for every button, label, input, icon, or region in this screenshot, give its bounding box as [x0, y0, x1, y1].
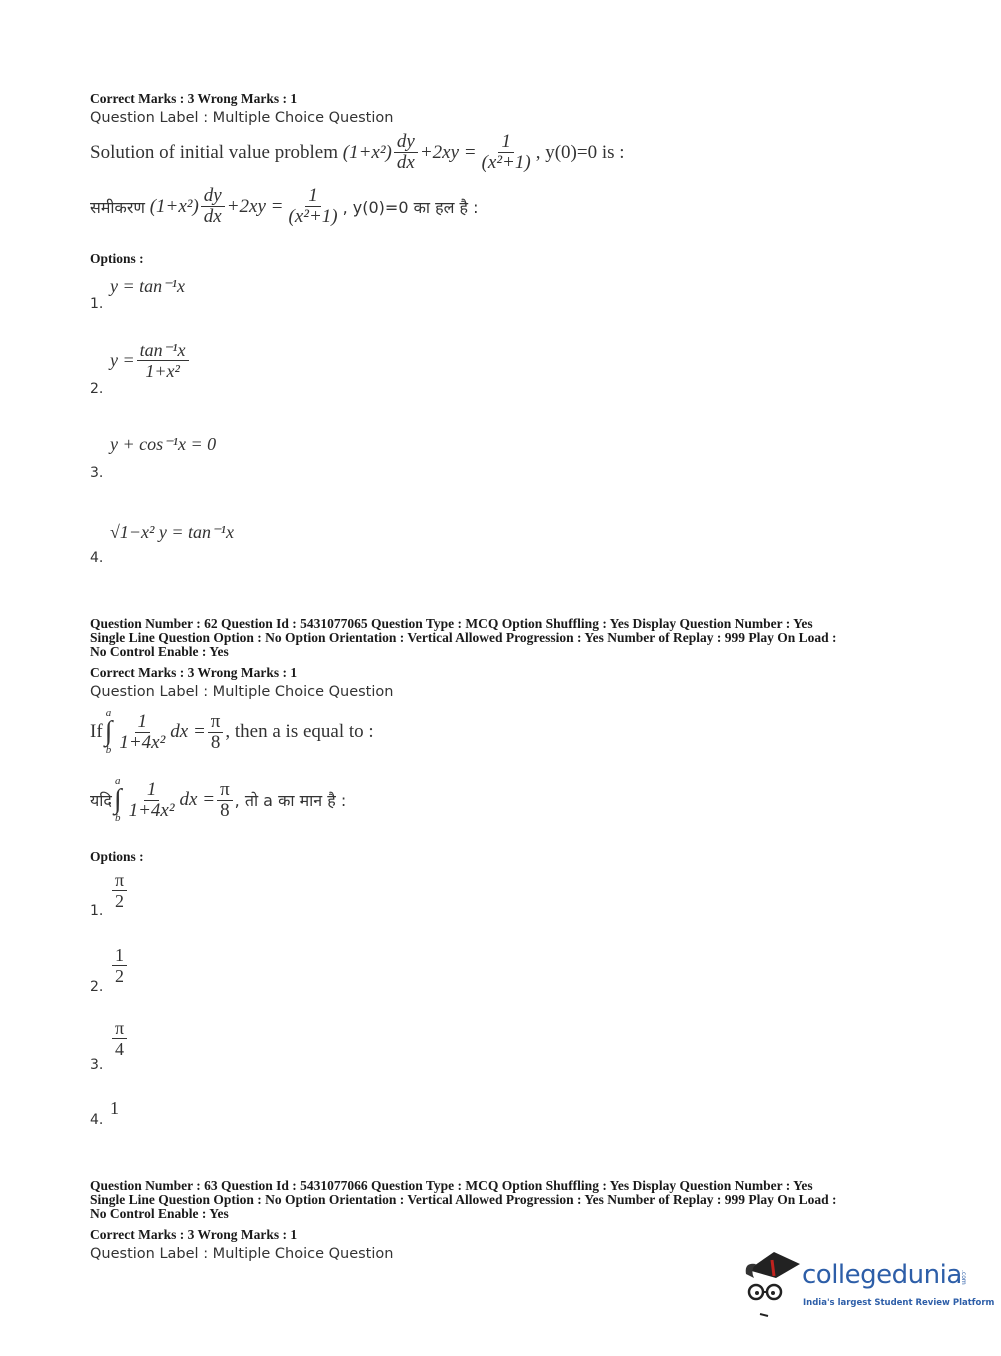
q62-option-4[interactable]: 1 — [110, 1098, 119, 1118]
q61-hi-mid: +2xy = — [226, 195, 284, 217]
den: 1+4x² — [119, 731, 166, 753]
num: dy — [394, 132, 418, 153]
num: π — [112, 1018, 127, 1039]
option-number: 4. — [90, 550, 104, 566]
q61-hi-lhs: (1+x²) — [149, 195, 199, 217]
num: π — [217, 780, 233, 801]
q61-option-3[interactable]: y + cos⁻¹x = 0 — [110, 434, 217, 454]
den: (x²+1) — [288, 206, 338, 227]
q61-mid: +2xy = — [419, 141, 477, 163]
q62-option-3[interactable] — [110, 1018, 129, 1059]
logo-wordmark: collegedunia — [802, 1260, 962, 1290]
num: 1 — [305, 186, 321, 207]
q63-meta-3: No Control Enable : Yes — [90, 1206, 229, 1221]
q62-meta-3: No Control Enable : Yes — [90, 644, 229, 659]
den: 4 — [115, 1039, 125, 1059]
q61-hi-text: समीकरण — [90, 197, 145, 217]
integral-sign: a ∫ b — [113, 775, 122, 824]
integrand — [116, 712, 168, 753]
option-fraction — [112, 1018, 127, 1059]
q61-suffix: , y(0)=0 is : — [535, 141, 625, 163]
option-number: 3. — [90, 465, 104, 481]
num: 1 — [144, 780, 160, 801]
den: 8 — [210, 731, 221, 753]
option-number: 3. — [90, 1057, 104, 1073]
q61-label: Question Label : Multiple Choice Question — [90, 110, 394, 126]
q62-option-2[interactable] — [110, 945, 129, 986]
q62-marks: Correct Marks : 3 Wrong Marks : 1 — [90, 665, 298, 680]
option-fraction — [112, 945, 127, 986]
q61-question-en — [90, 132, 625, 173]
upper-limit: a — [105, 707, 112, 719]
q62-hi-if: यदि — [90, 791, 112, 810]
q62-label: Question Label : Multiple Choice Question — [90, 684, 394, 700]
q62-option-1[interactable] — [110, 870, 129, 911]
den: 1+x² — [145, 361, 180, 381]
q61-text: Solution of initial value problem — [90, 141, 339, 163]
q62-question-en — [90, 708, 374, 756]
dx: dx = — [179, 789, 216, 810]
option-number: 2. — [90, 979, 104, 995]
q63-marks: Correct Marks : 3 Wrong Marks : 1 — [90, 1227, 298, 1242]
q61-frac1 — [394, 132, 418, 173]
option-number: 2. — [90, 381, 104, 397]
q61-options-label: Options : — [90, 251, 144, 266]
q62-suffix: , then a is equal to : — [225, 721, 374, 742]
num: dy — [201, 186, 225, 207]
option-pre: y = — [110, 350, 135, 370]
q62-if: If — [90, 721, 103, 742]
q61-question-hi — [90, 186, 479, 227]
q62-meta-2: Single Line Question Option : No Option Orientation : Vertical Allowed Progression : Yes Number of Replay : 999 Play On Load : — [90, 630, 837, 645]
q63-label: Question Label : Multiple Choice Question — [90, 1246, 394, 1262]
option-fraction — [112, 870, 127, 911]
q61-lhs: (1+x²) — [342, 141, 392, 163]
lower-limit: b — [105, 744, 112, 756]
logo-tld: .com — [960, 1270, 967, 1285]
den: 8 — [220, 799, 230, 821]
q61-hi-frac1 — [201, 186, 225, 227]
den: (x²+1) — [481, 152, 531, 173]
num: tan⁻¹x — [137, 340, 189, 361]
num: 1 — [498, 132, 514, 153]
rhs-fraction — [217, 780, 233, 821]
logo-tagline: India's largest Student Review Platform — [803, 1298, 995, 1308]
den: 2 — [115, 891, 125, 911]
q61-option-1[interactable]: y = tan⁻¹x — [110, 276, 186, 296]
q61-hi-suffix: , y(0)=0 का हल है : — [342, 197, 479, 217]
den: dx — [396, 152, 415, 173]
q63-meta-1: Question Number : 63 Question Id : 5431077066 Question Type : MCQ Option Shuffling : Yes Display Question Number : Yes — [90, 1178, 813, 1193]
q62-meta-1: Question Number : 62 Question Id : 5431077065 Question Type : MCQ Option Shuffling : Yes Display Question Number : Yes — [90, 616, 813, 631]
q61-option-4[interactable]: √1−x² y = tan⁻¹x — [110, 522, 234, 542]
num: 1 — [112, 945, 127, 966]
integrand — [126, 780, 178, 821]
q63-meta-2: Single Line Question Option : No Option Orientation : Vertical Allowed Progression : Yes Number of Replay : 999 Play On Load : — [90, 1192, 837, 1207]
rhs-fraction — [208, 712, 224, 753]
den: 1+4x² — [128, 799, 175, 821]
q61-frac2 — [479, 132, 534, 173]
q61-marks: Correct Marks : 3 Wrong Marks : 1 — [90, 91, 298, 106]
q61-hi-frac2 — [286, 186, 341, 227]
num: π — [208, 712, 224, 733]
option-number: 1. — [90, 903, 104, 919]
option-fraction — [137, 340, 189, 381]
lower-limit: b — [115, 812, 121, 824]
dx: dx = — [170, 721, 206, 742]
den: 2 — [115, 966, 124, 986]
mascot-icon — [740, 1248, 800, 1318]
q61-option-2[interactable] — [110, 340, 191, 381]
collegedunia-logo — [740, 1248, 995, 1318]
integral-sign: a ∫ b — [104, 707, 113, 756]
q62-options-label: Options : — [90, 849, 144, 864]
option-number: 4. — [90, 1112, 104, 1128]
num: π — [112, 870, 127, 891]
den: dx — [203, 206, 222, 227]
upper-limit: a — [115, 775, 121, 787]
num: 1 — [135, 712, 151, 733]
q62-question-hi — [90, 776, 346, 824]
q62-hi-suffix: , तो a का मान है : — [234, 791, 347, 810]
option-number: 1. — [90, 296, 104, 312]
